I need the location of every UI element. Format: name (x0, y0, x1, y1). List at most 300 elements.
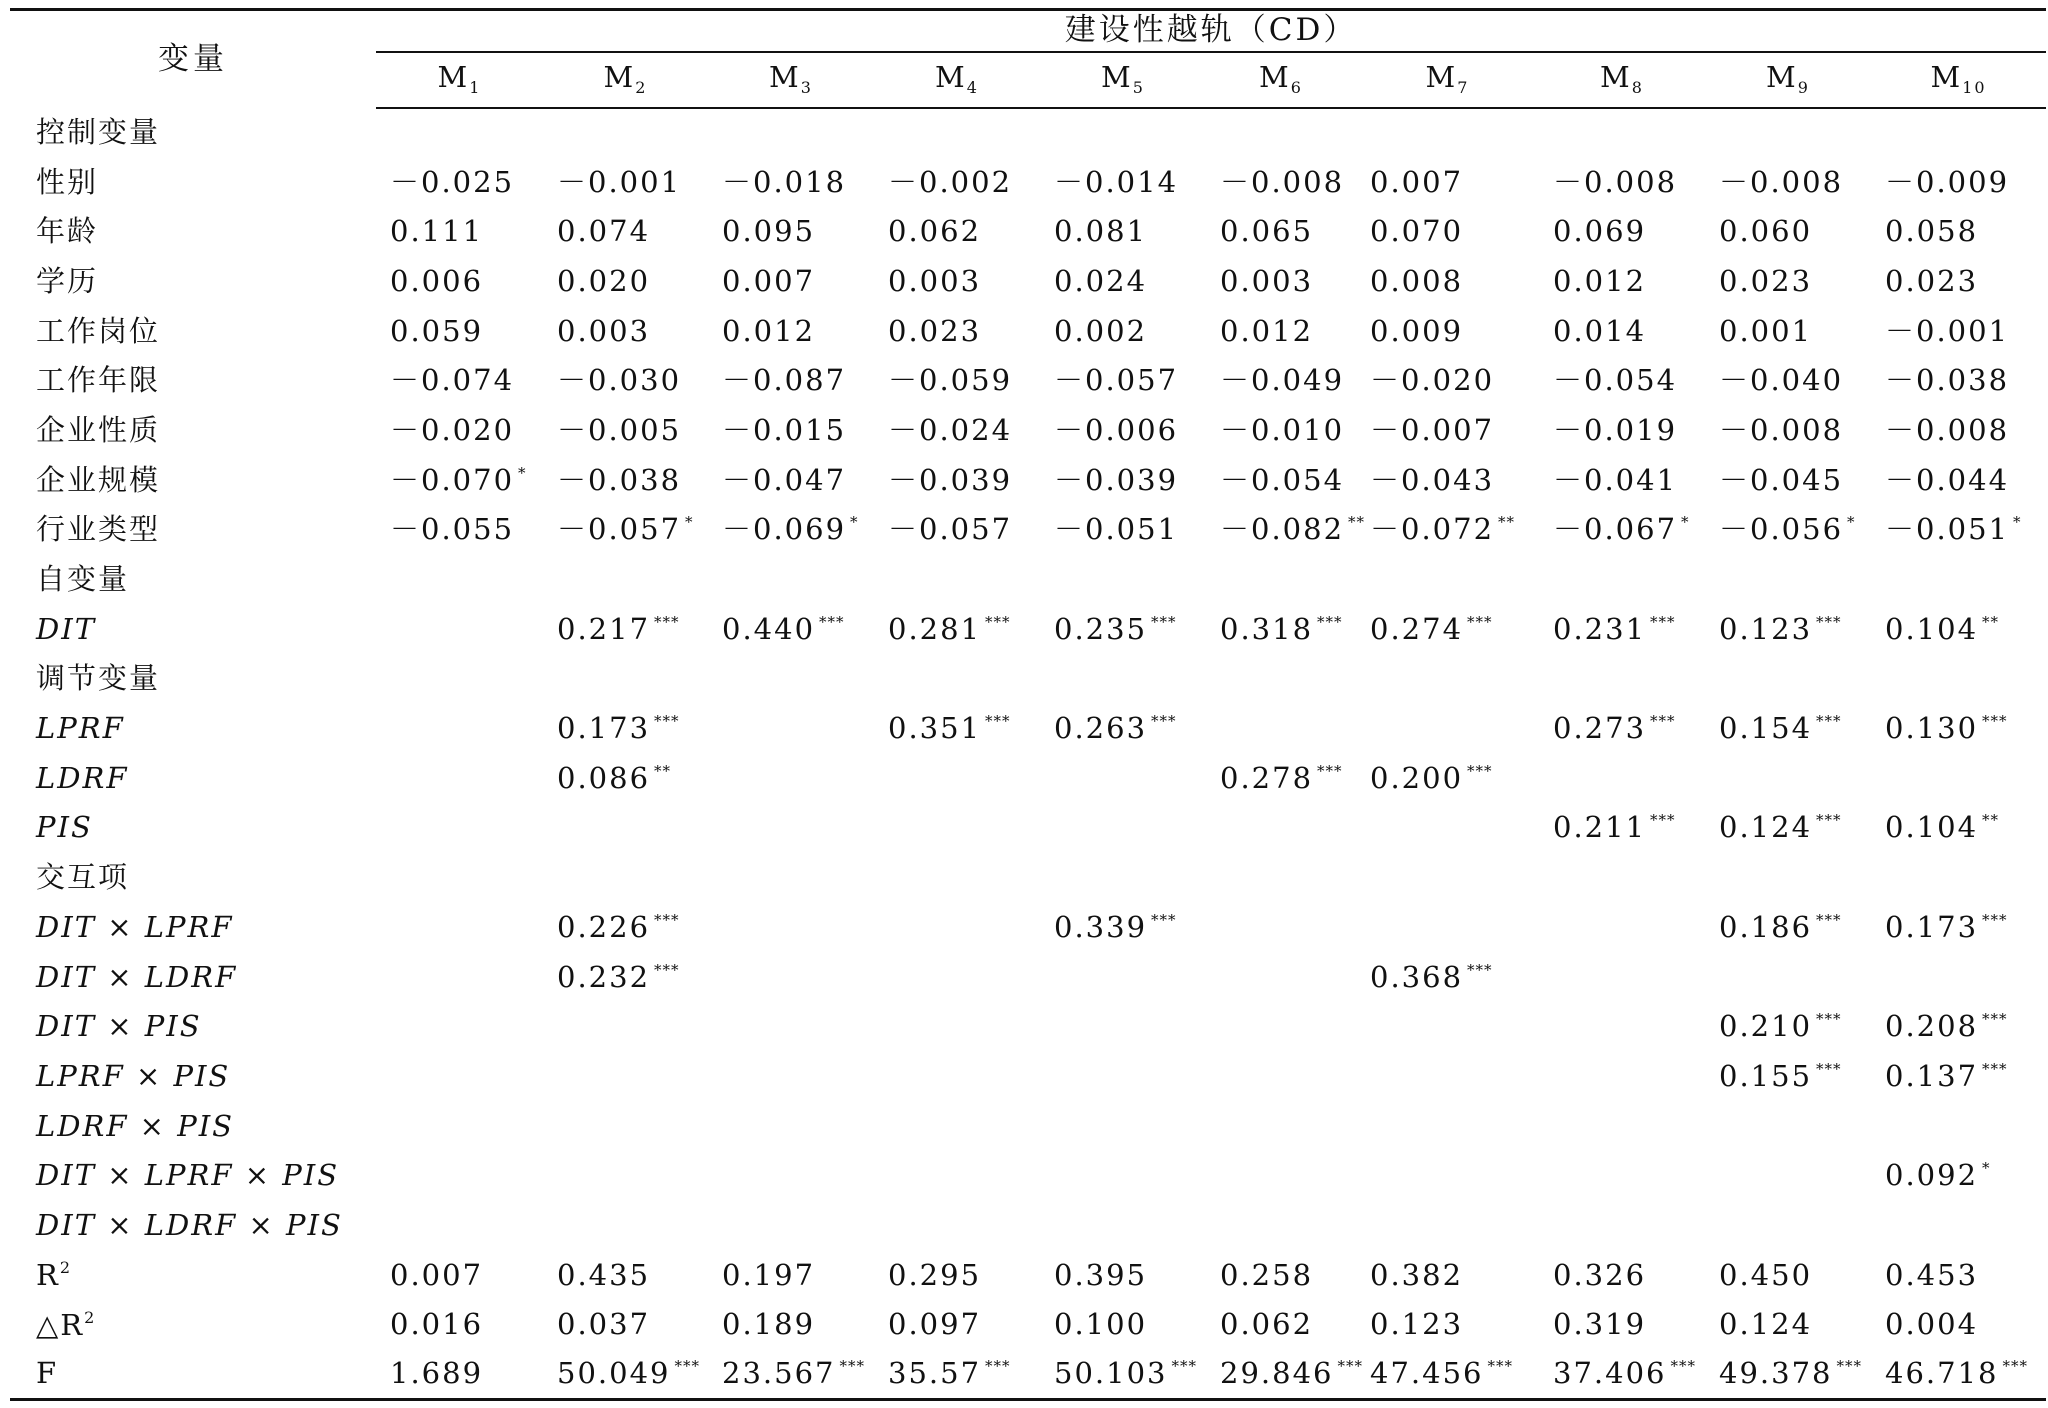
cell-3 (708, 406, 874, 456)
cell-6 (1206, 157, 1356, 207)
cell-7 (1356, 356, 1539, 406)
cell-4 (874, 1250, 1040, 1300)
cell-9 (1705, 952, 1871, 1002)
model-header-5 (1040, 52, 1206, 108)
significance-stars: *** (654, 712, 680, 731)
cell-8 (1539, 952, 1705, 1002)
cell-4 (874, 207, 1040, 257)
significance-stars: *** (1487, 1357, 1513, 1376)
row-label-text: 控制变量 (36, 114, 161, 149)
coefficient-value: 0.200 (1370, 760, 1464, 795)
coefficient-value: 0.173 (1885, 909, 1979, 944)
cell-7 (1356, 455, 1539, 505)
cell-6 (1206, 1151, 1356, 1201)
coefficient-value: －0.015 (722, 412, 847, 447)
coefficient-value: 0.023 (888, 313, 982, 348)
cell-2 (543, 1350, 708, 1400)
cell-2 (543, 406, 708, 456)
cell-9 (1705, 157, 1871, 207)
coefficient-value: －0.009 (1885, 164, 2010, 199)
significance-stars: *** (1816, 910, 1842, 929)
coefficient-value: －0.039 (1054, 462, 1179, 497)
coefficient-value: －0.008 (1885, 412, 2010, 447)
cell-7 (1356, 1002, 1539, 1052)
coefficient-value: －0.018 (722, 164, 847, 199)
cell-5 (1040, 555, 1206, 605)
significance-stars: ** (1348, 513, 1366, 532)
cell-2 (543, 903, 708, 953)
cell-6 (1206, 207, 1356, 257)
cell-3 (708, 1201, 874, 1251)
table-row (10, 803, 2046, 853)
significance-stars: *** (1816, 612, 1842, 631)
model-header-base: M (603, 60, 636, 94)
model-header-subscript: 8 (1631, 78, 1644, 97)
cell-7 (1356, 1201, 1539, 1251)
cell-1 (376, 1151, 543, 1201)
cell-7 (1356, 704, 1539, 754)
coefficient-value: －0.074 (390, 363, 515, 398)
coefficient-value: －0.001 (1885, 313, 2010, 348)
coefficient-value: 0.086 (557, 760, 651, 795)
cell-1 (376, 1300, 543, 1350)
row-label (10, 207, 376, 257)
cell-2 (543, 654, 708, 704)
cell-5 (1040, 1151, 1206, 1201)
model-header-base: M (935, 60, 967, 94)
coefficient-value: －0.049 (1220, 363, 1345, 398)
cell-8 (1539, 406, 1705, 456)
cell-5 (1040, 1052, 1206, 1102)
cell-10 (1871, 505, 2046, 555)
cell-2 (543, 1101, 708, 1151)
coefficient-value: －0.045 (1719, 462, 1844, 497)
coefficient-value: 0.231 (1553, 611, 1647, 646)
cell-6 (1206, 1201, 1356, 1251)
coefficient-value: －0.069 (722, 512, 847, 547)
cell-6 (1206, 108, 1356, 158)
cell-3 (708, 1350, 874, 1400)
table-row (10, 604, 2046, 654)
table-row (10, 406, 2046, 456)
cell-8 (1539, 555, 1705, 605)
cell-3 (708, 753, 874, 803)
cell-8 (1539, 1101, 1705, 1151)
cell-1 (376, 704, 543, 754)
significance-stars: *** (1171, 1357, 1197, 1376)
cell-3 (708, 108, 874, 158)
model-header-base: M (1600, 60, 1632, 94)
row-label-text: 学历 (36, 263, 99, 298)
cell-9 (1705, 853, 1871, 903)
row-label (10, 654, 376, 704)
row-label-text: 企业规模 (36, 462, 161, 497)
coefficient-value: －0.014 (1054, 164, 1179, 199)
significance-stars: *** (654, 960, 680, 979)
coefficient-value: 0.435 (557, 1257, 651, 1292)
cell-7 (1356, 207, 1539, 257)
coefficient-value: －0.047 (722, 462, 847, 497)
cell-10 (1871, 1201, 2046, 1251)
cell-1 (376, 1201, 543, 1251)
coefficient-value: －0.005 (557, 412, 682, 447)
model-header-1 (376, 52, 543, 108)
significance-stars: *** (1151, 910, 1177, 929)
row-label-text: DIT (36, 611, 97, 646)
coefficient-value: －0.020 (390, 412, 515, 447)
model-header-subscript: 7 (1457, 78, 1470, 97)
coefficient-value: －0.038 (557, 462, 682, 497)
coefficient-value: 0.006 (390, 263, 484, 298)
coefficient-value: 0.104 (1885, 810, 1979, 845)
row-label-text: 企业性质 (36, 412, 161, 447)
cell-4 (874, 803, 1040, 853)
cell-10 (1871, 356, 2046, 406)
cell-4 (874, 952, 1040, 1002)
coefficient-value: －0.067 (1553, 512, 1678, 547)
row-label-superscript: 2 (59, 1258, 73, 1278)
significance-stars: *** (819, 612, 845, 631)
cell-10 (1871, 704, 2046, 754)
significance-stars: *** (1151, 712, 1177, 731)
significance-stars: * (518, 463, 527, 482)
cell-5 (1040, 604, 1206, 654)
coefficient-value: 0.440 (722, 611, 816, 646)
cell-10 (1871, 455, 2046, 505)
row-label (10, 604, 376, 654)
significance-stars: *** (1650, 811, 1676, 830)
coefficient-value: －0.039 (888, 462, 1013, 497)
coefficient-value: －0.020 (1370, 363, 1495, 398)
row-label (10, 455, 376, 505)
cell-5 (1040, 1250, 1206, 1300)
model-header-subscript: 6 (1290, 78, 1303, 97)
cell-10 (1871, 1052, 2046, 1102)
model-header-9 (1705, 52, 1871, 108)
coefficient-value: －0.082 (1220, 512, 1345, 547)
cell-4 (874, 604, 1040, 654)
cell-7 (1356, 1151, 1539, 1201)
cell-4 (874, 1052, 1040, 1102)
cell-2 (543, 455, 708, 505)
coefficient-value: 49.378 (1719, 1356, 1833, 1391)
row-label-text: 年龄 (36, 214, 99, 249)
coefficient-value: 1.689 (390, 1356, 484, 1391)
coefficient-value: －0.055 (390, 512, 515, 547)
cell-2 (543, 753, 708, 803)
cell-3 (708, 555, 874, 605)
cell-8 (1539, 604, 1705, 654)
table-row (10, 753, 2046, 803)
cell-1 (376, 1101, 543, 1151)
coefficient-value: 0.004 (1885, 1307, 1979, 1342)
cell-8 (1539, 1151, 1705, 1201)
cell-4 (874, 1201, 1040, 1251)
cell-5 (1040, 1300, 1206, 1350)
cell-6 (1206, 753, 1356, 803)
coefficient-value: －0.038 (1885, 363, 2010, 398)
cell-7 (1356, 604, 1539, 654)
model-header-base: M (437, 60, 470, 94)
cell-1 (376, 555, 543, 605)
cell-3 (708, 803, 874, 853)
cell-3 (708, 952, 874, 1002)
significance-stars: *** (654, 612, 680, 631)
cell-1 (376, 207, 543, 257)
cell-10 (1871, 1300, 2046, 1350)
coefficient-value: －0.054 (1220, 462, 1345, 497)
cell-2 (543, 555, 708, 605)
cell-7 (1356, 952, 1539, 1002)
coefficient-value: 0.278 (1220, 760, 1314, 795)
table-row (10, 1002, 2046, 1052)
coefficient-value: －0.008 (1220, 164, 1345, 199)
cell-7 (1356, 853, 1539, 903)
cell-7 (1356, 654, 1539, 704)
coefficient-value: 0.001 (1719, 313, 1813, 348)
significance-stars: *** (985, 1357, 1011, 1376)
cell-1 (376, 853, 543, 903)
cell-3 (708, 1101, 874, 1151)
significance-stars: *** (839, 1357, 865, 1376)
coefficient-value: 0.263 (1054, 711, 1148, 746)
coefficient-value: －0.051 (1885, 512, 2010, 547)
table-row (10, 356, 2046, 406)
coefficient-value: 0.281 (888, 611, 982, 646)
coefficient-value: 0.232 (557, 959, 651, 994)
coefficient-value: 0.189 (722, 1307, 816, 1342)
table-row (10, 257, 2046, 307)
row-label-text: LPRF (36, 711, 125, 746)
cell-9 (1705, 1350, 1871, 1400)
coefficient-value: 23.567 (722, 1356, 836, 1391)
coefficient-value: 0.155 (1719, 1058, 1813, 1093)
coefficient-value: 0.208 (1885, 1009, 1979, 1044)
coefficient-value: －0.007 (1370, 412, 1495, 447)
coefficient-value: 0.007 (1370, 164, 1464, 199)
row-label-text: 工作年限 (36, 363, 161, 398)
cell-9 (1705, 555, 1871, 605)
cell-2 (543, 157, 708, 207)
cell-10 (1871, 1002, 2046, 1052)
significance-stars: *** (1650, 612, 1676, 631)
coefficient-value: 0.024 (1054, 263, 1148, 298)
model-header-3 (708, 52, 874, 108)
cell-1 (376, 1350, 543, 1400)
significance-stars: *** (1836, 1357, 1862, 1376)
model-header-base: M (1425, 60, 1458, 94)
row-label-text: PIS (36, 810, 93, 845)
significance-stars: *** (1982, 712, 2008, 731)
row-label-text: 工作岗位 (36, 313, 161, 348)
coefficient-value: －0.025 (390, 164, 515, 199)
cell-2 (543, 1002, 708, 1052)
cell-3 (708, 455, 874, 505)
significance-stars: * (850, 513, 859, 532)
coefficient-value: －0.057 (1054, 363, 1179, 398)
cell-7 (1356, 753, 1539, 803)
coefficient-value: －0.057 (557, 512, 682, 547)
cell-1 (376, 157, 543, 207)
significance-stars: *** (1816, 712, 1842, 731)
cell-10 (1871, 108, 2046, 158)
coefficient-value: 0.186 (1719, 909, 1813, 944)
row-label (10, 903, 376, 953)
cell-10 (1871, 157, 2046, 207)
row-label-text: DIT × LPRF (36, 909, 234, 944)
cell-10 (1871, 257, 2046, 307)
cell-4 (874, 1151, 1040, 1201)
cell-9 (1705, 505, 1871, 555)
coefficient-value: 47.456 (1370, 1356, 1484, 1391)
table-row (10, 505, 2046, 555)
cell-2 (543, 1201, 708, 1251)
table-row (10, 1151, 2046, 1201)
row-label (10, 803, 376, 853)
coefficient-value: 0.217 (557, 611, 651, 646)
row-label (10, 1052, 376, 1102)
cell-10 (1871, 1250, 2046, 1300)
coefficient-value: 50.049 (557, 1356, 671, 1391)
cell-3 (708, 853, 874, 903)
coefficient-value: －0.043 (1370, 462, 1495, 497)
coefficient-value: 0.123 (1719, 611, 1813, 646)
cell-4 (874, 1300, 1040, 1350)
cell-6 (1206, 803, 1356, 853)
table-row (10, 1052, 2046, 1102)
row-label-text: F (36, 1356, 59, 1391)
cell-6 (1206, 853, 1356, 903)
coefficient-value: －0.006 (1054, 412, 1179, 447)
significance-stars: *** (654, 910, 680, 929)
model-header-7 (1356, 52, 1539, 108)
coefficient-value: 0.012 (722, 313, 816, 348)
coefficient-value: 0.012 (1553, 263, 1647, 298)
cell-3 (708, 704, 874, 754)
significance-stars: *** (1816, 811, 1842, 830)
model-header-subscript: 2 (635, 78, 648, 97)
coefficient-value: －0.040 (1719, 363, 1844, 398)
cell-7 (1356, 306, 1539, 356)
cell-4 (874, 654, 1040, 704)
cell-9 (1705, 753, 1871, 803)
cell-2 (543, 505, 708, 555)
coefficient-value: 0.351 (888, 711, 982, 746)
cell-8 (1539, 853, 1705, 903)
coefficient-value: －0.087 (722, 363, 847, 398)
cell-1 (376, 257, 543, 307)
significance-stars: *** (1317, 612, 1343, 631)
cell-5 (1040, 803, 1206, 853)
row-label-superscript: 2 (84, 1307, 97, 1327)
row-label-text: DIT × LDRF (36, 959, 238, 994)
cell-6 (1206, 306, 1356, 356)
cell-1 (376, 505, 543, 555)
section-row (10, 555, 2046, 605)
row-label-text: LDRF × PIS (36, 1108, 235, 1143)
cell-1 (376, 753, 543, 803)
cell-8 (1539, 1250, 1705, 1300)
cell-5 (1040, 157, 1206, 207)
significance-stars: ** (1498, 513, 1516, 532)
cell-10 (1871, 1350, 2046, 1400)
table-row (10, 952, 2046, 1002)
cell-5 (1040, 257, 1206, 307)
significance-stars: *** (2002, 1357, 2028, 1376)
cell-9 (1705, 654, 1871, 704)
cell-5 (1040, 207, 1206, 257)
cell-4 (874, 257, 1040, 307)
cell-7 (1356, 1300, 1539, 1350)
row-label-text: R (36, 1258, 60, 1293)
cell-3 (708, 1052, 874, 1102)
regression-table (10, 8, 2046, 1401)
cell-5 (1040, 356, 1206, 406)
cell-8 (1539, 903, 1705, 953)
cell-2 (543, 1052, 708, 1102)
coefficient-value: 0.020 (557, 263, 651, 298)
coefficient-value: 0.226 (557, 909, 651, 944)
coefficient-value: 0.104 (1885, 611, 1979, 646)
cell-2 (543, 1151, 708, 1201)
cell-8 (1539, 306, 1705, 356)
significance-stars: *** (1982, 1010, 2008, 1029)
cell-6 (1206, 952, 1356, 1002)
cell-6 (1206, 604, 1356, 654)
coefficient-value: 0.081 (1054, 214, 1148, 249)
cell-7 (1356, 803, 1539, 853)
cell-7 (1356, 1052, 1539, 1102)
coefficient-value: 0.062 (1220, 1307, 1314, 1342)
coefficient-value: 0.016 (390, 1307, 484, 1342)
cell-4 (874, 108, 1040, 158)
cell-8 (1539, 108, 1705, 158)
cell-4 (874, 704, 1040, 754)
significance-stars: * (1847, 513, 1856, 532)
significance-stars: ** (654, 761, 672, 780)
cell-4 (874, 505, 1040, 555)
significance-stars: *** (1982, 1059, 2008, 1078)
coefficient-value: 0.097 (888, 1307, 982, 1342)
cell-7 (1356, 1350, 1539, 1400)
cell-9 (1705, 1101, 1871, 1151)
coefficient-value: 0.074 (557, 214, 651, 249)
cell-2 (543, 803, 708, 853)
model-header-8 (1539, 52, 1705, 108)
significance-stars: *** (1816, 1010, 1842, 1029)
cell-4 (874, 903, 1040, 953)
cell-1 (376, 356, 543, 406)
coefficient-value: 35.57 (888, 1356, 982, 1391)
coefficient-value: －0.002 (888, 164, 1013, 199)
cell-10 (1871, 1101, 2046, 1151)
table-row (10, 1201, 2046, 1251)
significance-stars: *** (1670, 1357, 1696, 1376)
significance-stars: *** (1337, 1357, 1363, 1376)
significance-stars: *** (985, 612, 1011, 631)
cell-7 (1356, 903, 1539, 953)
coefficient-value: －0.059 (888, 363, 1013, 398)
cell-5 (1040, 1350, 1206, 1400)
cell-3 (708, 903, 874, 953)
cell-10 (1871, 207, 2046, 257)
coefficient-value: 0.003 (888, 263, 982, 298)
coefficient-value: 37.406 (1553, 1356, 1667, 1391)
table-row (10, 157, 2046, 207)
cell-3 (708, 157, 874, 207)
cell-10 (1871, 952, 2046, 1002)
cell-3 (708, 1300, 874, 1350)
